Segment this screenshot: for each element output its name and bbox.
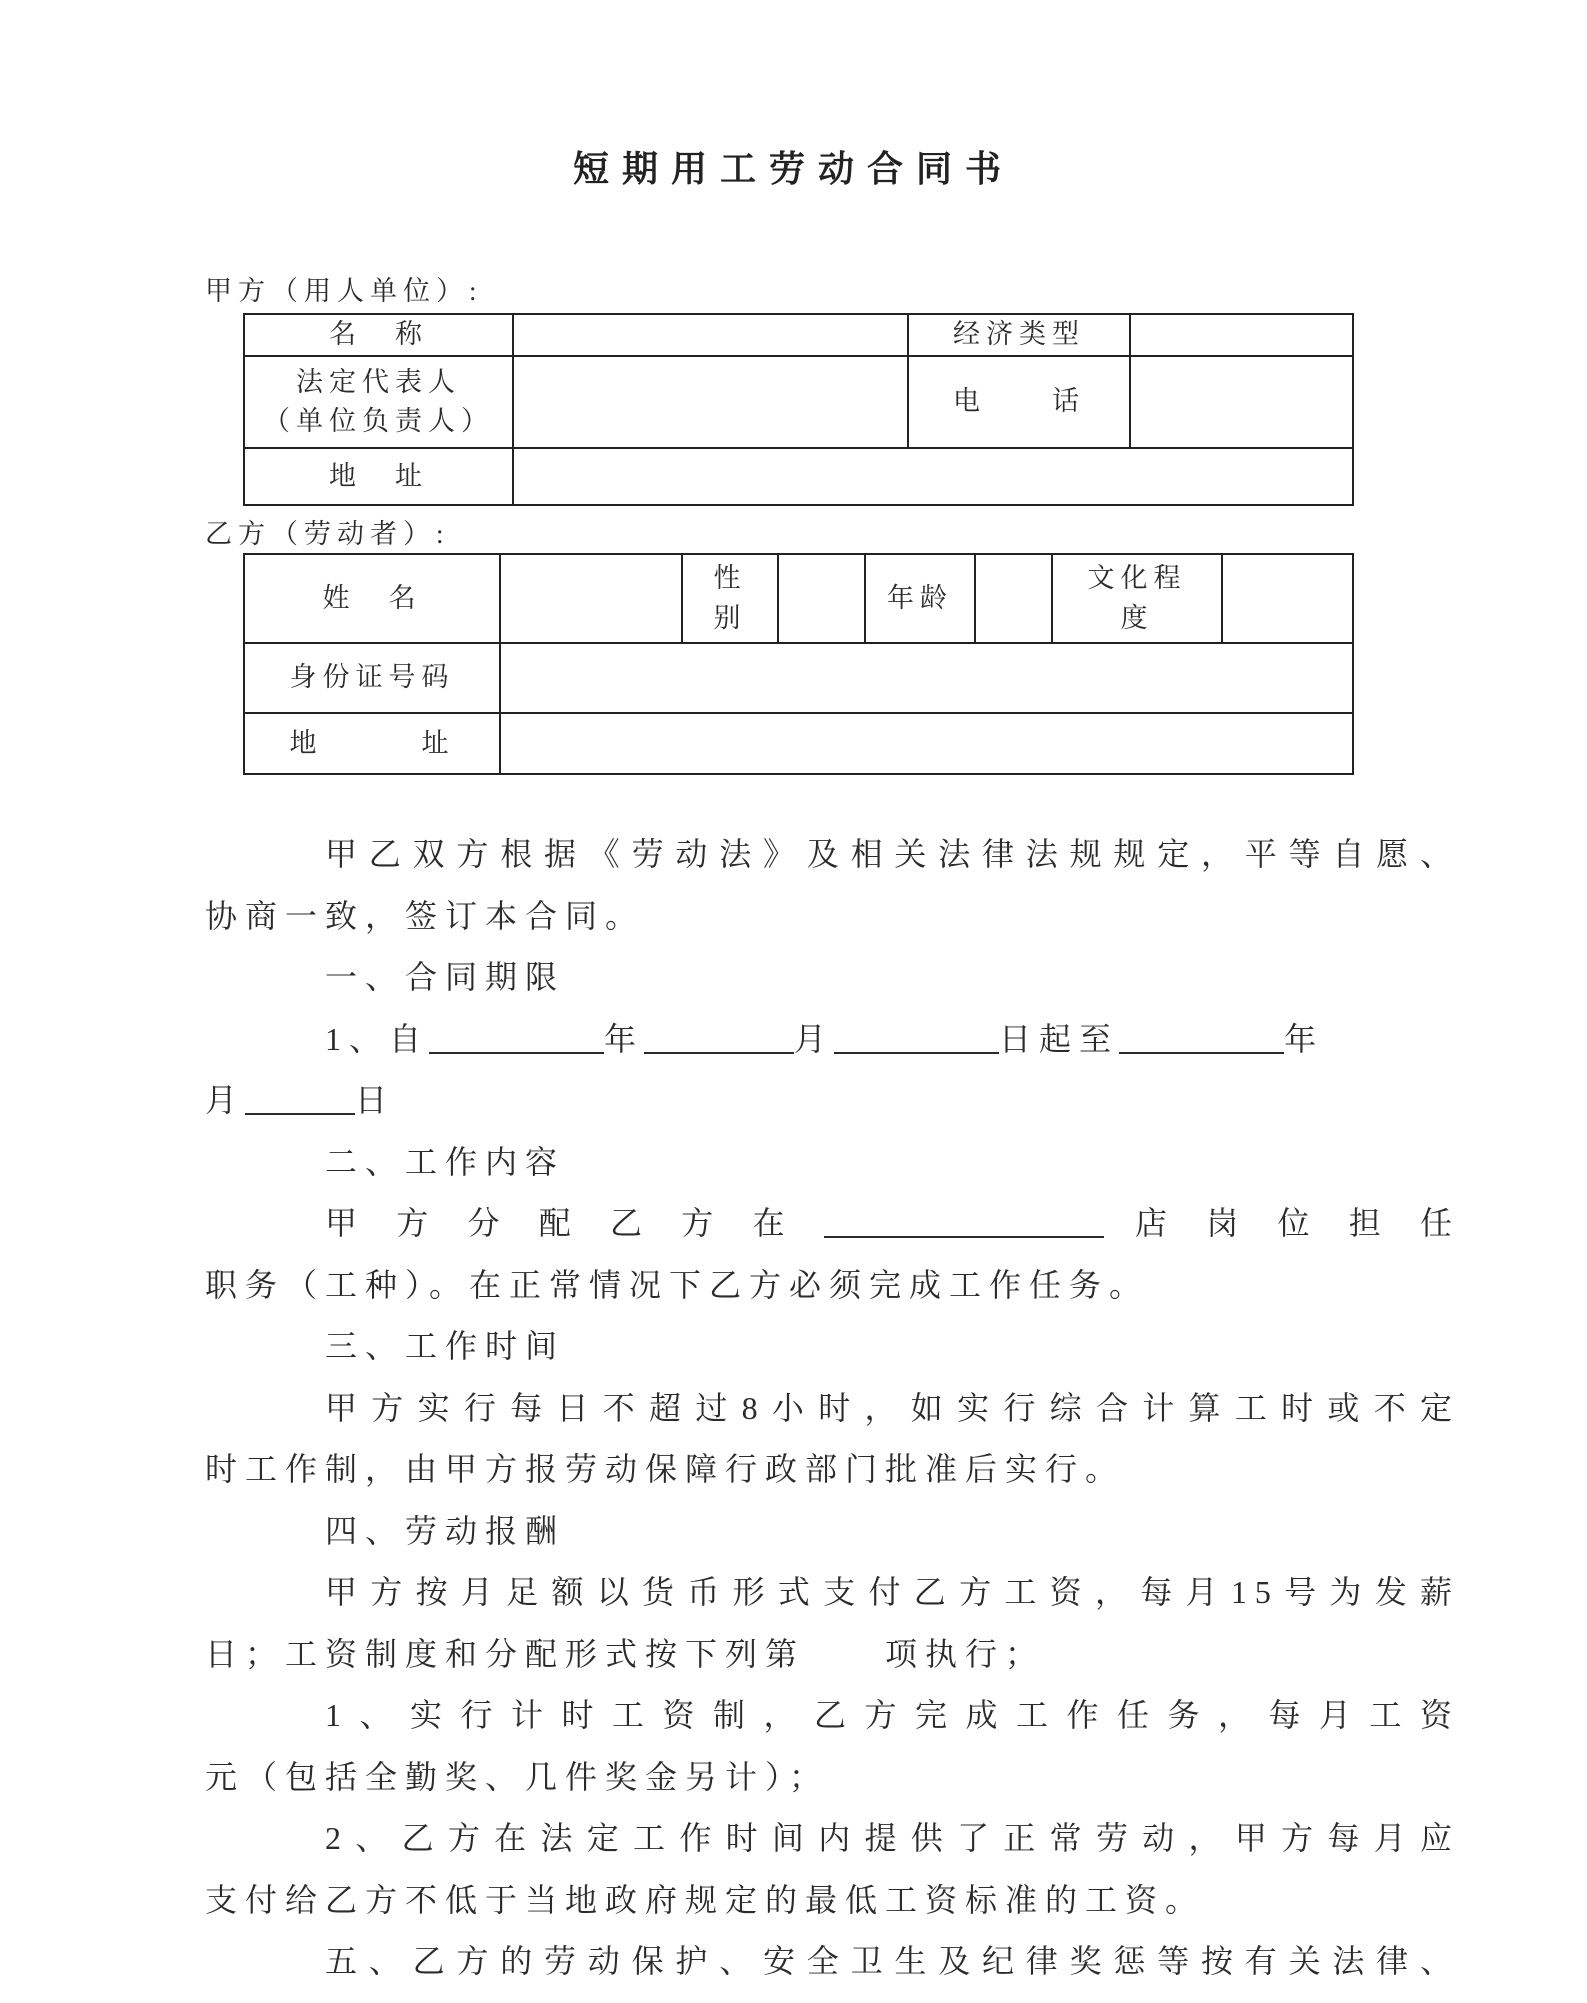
fill-in-blank-underline — [834, 1022, 999, 1054]
table-row — [244, 643, 1353, 713]
body-line-text: 店岗位担任 — [1103, 1205, 1460, 1241]
body-line — [205, 824, 1460, 886]
body-line — [205, 886, 1460, 948]
gender-label-line1: 性 — [713, 563, 747, 594]
body-line — [205, 1378, 1460, 1440]
table-row — [244, 554, 1353, 643]
body-line-text: 日；工资制度和分配形式按下列第 — [205, 1635, 806, 1672]
body-line-text: 三、工作时间 — [325, 1328, 566, 1364]
party-a-info-table — [243, 313, 1354, 506]
body-line-text: 二、工作内容 — [325, 1143, 566, 1180]
body-line-text: 甲乙双方根据《劳动法》及相关法律法规规定，平等自愿、 — [325, 836, 1460, 872]
party-b-id-number-value — [500, 643, 1353, 713]
body-line-text: 1、实行计时工资制，乙方完成工作任务，每月工资 — [325, 1697, 1460, 1733]
body-line-text: 月 — [794, 1020, 835, 1057]
fill-in-gap — [805, 1655, 885, 1665]
body-line — [205, 947, 1460, 1009]
party-a-econ-type-value — [1130, 314, 1353, 356]
party-b-name-value — [500, 554, 682, 643]
body-line-text: 2、乙方在法定工作时间内提供了正常劳动，甲方每月应 — [325, 1820, 1460, 1856]
party-a-legal-rep-value — [513, 356, 908, 448]
fill-in-blank-underline — [1119, 1022, 1284, 1054]
legal-rep-label-line1: 法定代表人 — [296, 366, 461, 397]
party-b-age-label: 年龄 — [865, 554, 975, 643]
body-line — [205, 1870, 1460, 1932]
body-line — [205, 1070, 1460, 1132]
party-b-education-value — [1222, 554, 1353, 643]
party-b-education-label — [1052, 554, 1222, 643]
body-line-text: 年 — [604, 1020, 645, 1057]
table-row — [244, 356, 1353, 448]
party-a-legal-rep-label — [244, 356, 513, 448]
party-a-phone-label: 电 话 — [908, 356, 1130, 448]
body-line-text: 甲方实行每日不超过8小时，如实行综合计算工时或不定 — [325, 1389, 1460, 1426]
body-line-text: 时工作制，由甲方报劳动保障行政部门批准后实行。 — [205, 1451, 1126, 1487]
body-line-text: 五、乙方的劳动保护、安全卫生及纪律奖惩等按有关法律、 — [325, 1943, 1460, 1979]
body-line — [205, 1808, 1460, 1870]
body-line — [205, 1624, 1460, 1686]
body-line — [205, 1562, 1460, 1624]
document-title: 短期用工劳动合同书 — [572, 149, 1014, 189]
education-label-line2: 度 — [1120, 602, 1154, 633]
fill-in-blank-underline — [245, 1083, 355, 1115]
body-line — [205, 1193, 1460, 1255]
body-line-text: 职务（工种）。在正常情况下乙方必须完成工作任务。 — [205, 1266, 1150, 1303]
party-a-name-label: 名 称 — [244, 314, 513, 356]
body-line — [205, 1439, 1460, 1501]
body-line-text: 甲方分配乙方在 — [325, 1205, 824, 1241]
body-line-text: 项执行； — [885, 1635, 1046, 1672]
fill-in-blank-underline — [644, 1022, 794, 1054]
party-b-age-value — [975, 554, 1052, 643]
party-b-gender-label — [682, 554, 778, 643]
party-a-section-label: 甲方（用人单位）: — [205, 276, 483, 306]
education-label-line1: 文化程 — [1087, 563, 1187, 594]
body-line-text: 支付给乙方不低于当地政府规定的最低工资标准的工资。 — [205, 1881, 1206, 1918]
table-row — [244, 713, 1353, 774]
gender-label-line2: 别 — [713, 602, 747, 633]
body-line — [205, 1931, 1460, 1993]
party-b-section-label: 乙方（劳动者）: — [205, 519, 450, 549]
body-line — [205, 1501, 1460, 1563]
body-line-text: 协商一致，签订本合同。 — [205, 897, 646, 934]
body-line-text: 年 — [1284, 1020, 1325, 1057]
body-line — [205, 1009, 1460, 1071]
body-line-text: 日 — [355, 1082, 396, 1118]
body-line — [205, 1316, 1460, 1378]
fill-in-blank-underline — [429, 1022, 604, 1054]
body-line — [205, 1132, 1460, 1194]
party-b-gender-value — [778, 554, 865, 643]
body-line-text: 一、合同期限 — [325, 959, 566, 995]
party-a-econ-type-label: 经济类型 — [908, 314, 1130, 356]
body-line-text: 月 — [205, 1082, 246, 1118]
party-b-id-number-label: 身份证号码 — [244, 643, 500, 713]
party-b-name-label: 姓 名 — [244, 554, 500, 643]
body-line — [205, 1747, 1460, 1809]
table-row — [244, 314, 1353, 356]
body-line-text: 甲方按月足额以货币形式支付乙方工资，每月15号为发薪 — [325, 1574, 1460, 1610]
body-line-text: 1、自 — [325, 1020, 430, 1057]
party-a-address-value — [513, 448, 1353, 505]
legal-rep-label-line2: （单位负责人） — [263, 406, 494, 436]
body-line-text: 四、劳动报酬 — [325, 1512, 566, 1549]
body-line-text: 日起至 — [999, 1020, 1120, 1057]
party-b-address-value — [500, 713, 1353, 774]
contract-body — [205, 824, 1460, 1993]
party-b-address-label: 地 址 — [244, 713, 500, 774]
party-a-phone-value — [1130, 356, 1353, 448]
body-line — [205, 1255, 1460, 1317]
table-row — [244, 448, 1353, 505]
body-line-text: 元（包括全勤奖、几件奖金另计）； — [205, 1758, 830, 1795]
party-a-address-label: 地 址 — [244, 448, 513, 505]
body-line — [205, 1685, 1460, 1747]
party-a-name-value — [513, 314, 908, 356]
party-b-info-table — [243, 553, 1354, 775]
fill-in-blank-underline — [824, 1206, 1104, 1238]
